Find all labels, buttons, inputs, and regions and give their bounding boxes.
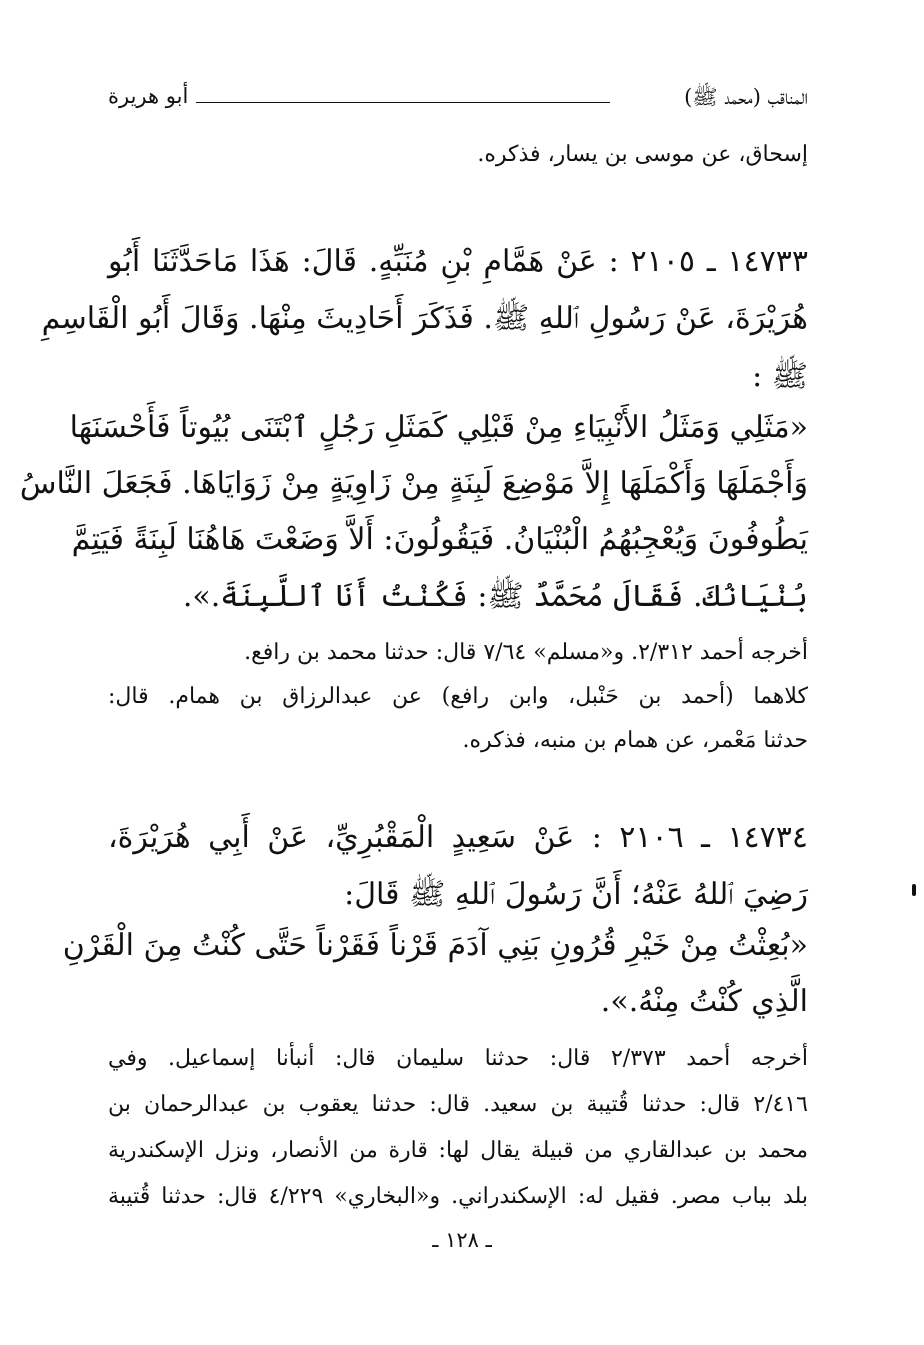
running-header [108,84,808,124]
takhrij-14734 [108,1046,808,1222]
hadith-line: ١٤٧٣٤ ـ ٢١٠٦ : عَنْ سَعِيدٍ الْمَقْبُرِيِّ، عَنْ أَبِي هُرَيْرَةَ، [108,820,809,855]
hadith-line: الَّذِي كُنْتُ مِنْهُ.». [600,984,808,1019]
header-rule [196,102,610,103]
note-line: محمد بن عبدالقاري من قبيلة يقال لها: قارة من الأنصار، ونزل الإسكندرية [108,1138,808,1163]
note-line: بلد بباب مصر. فقيل له: الإسكندراني. و«البخاري» ٤/٢٢٩ قال: حدثنا قُتيبة [108,1184,808,1209]
hadith-line: «بُعِثْتُ مِنْ خَيْرِ قُرُونِ بَنِي آدَمَ قَرْناً فَقَرْناً حَتَّى كُنْتُ مِنَ الْقَرْنِ [62,928,808,963]
hadith-line: هُرَيْرَةَ، عَنْ رَسُولِ ٱللهِ ﷺ. فَذَكَرَ أَحَادِيثَ مِنْهَا. وَقَالَ أَبُو الْقَاسِمِ [41,301,808,336]
page-number: ـ ١٢٨ ـ [432,1228,492,1252]
note-line: ٢/٤١٦ قال: حدثنا قُتيبة بن سعيد. قال: حدثنا يعقوب بن عبدالرحمان بن [108,1092,808,1117]
text-line: إسحاق، عن موسى بن يسار، فذكره. [477,142,808,167]
scan-edge-mark [912,884,916,896]
hadith-line: «مَثَلِي وَمَثَلُ الأَنْبِيَاءِ مِنْ قَبْلِي كَمَثَلِ رَجُلٍ ٱبْتَنَى بُيُوتاً فَأَحْسَنَهَا [69,410,808,445]
hadith-line: بُنْيَانُكَ. فَقَالَ مُحَمَّدٌ ﷺ: فَكُنْتُ أَنَا ٱللَّبِنَةَ.». [182,579,808,614]
takhrij-14733 [108,640,808,770]
hadith-14733 [19,244,808,624]
hadith-14734 [62,820,809,1030]
note-line: أخرجه أحمد ٢/٣١٢. و«مسلم» ٧/٦٤ قال: حدثنا محمد بن رافع. [244,640,808,665]
note-line: حدثنا مَعْمر، عن همام بن منبه، فذكره. [462,728,808,753]
hadith-line: يَطُوفُونَ وَيُعْجِبُهُمُ الْبُنْيَانُ. فَيَقُولُونَ: أَلاَّ وَضَعْتَ هَاهُنَا لَبِنَةً فَيَتِمَّ [71,522,808,557]
note-line: أخرجه أحمد ٢/٣٧٣ قال: حدثنا سليمان قال: أنبأنا إسماعيل. وفي [108,1046,808,1071]
header-chapter-title: المناقب (محمد ﷺ) [684,85,808,109]
note-line: كلاهما (أحمد بن حَنْبل، وابن رافع) عن عبدالرزاق بن همام. قال: [108,684,808,709]
hadith-line: وَأَجْمَلَهَا وَأَكْمَلَهَا إِلاَّ مَوْضِعَ لَبِنَةٍ مِنْ زَاوِيَةٍ مِنْ زَوَايَاهَا. فَجَعَلَ النَّاسُ [19,466,808,501]
intro-text [108,142,808,182]
hadith-line: ١٤٧٣٣ ـ ٢١٠٥ : عَنْ هَمَّامِ بْنِ مُنَبِّهٍ. قَالَ: هَذَا مَاحَدَّثَنَا أَبُو [108,244,808,279]
hadith-line: رَضِيَ ٱللهُ عَنْهُ؛ أَنَّ رَسُولَ ٱللهِ ﷺ قَالَ: [344,877,808,912]
hadith-line: ﷺ : [752,359,808,394]
header-section-title: أبو هريرة [108,84,189,108]
